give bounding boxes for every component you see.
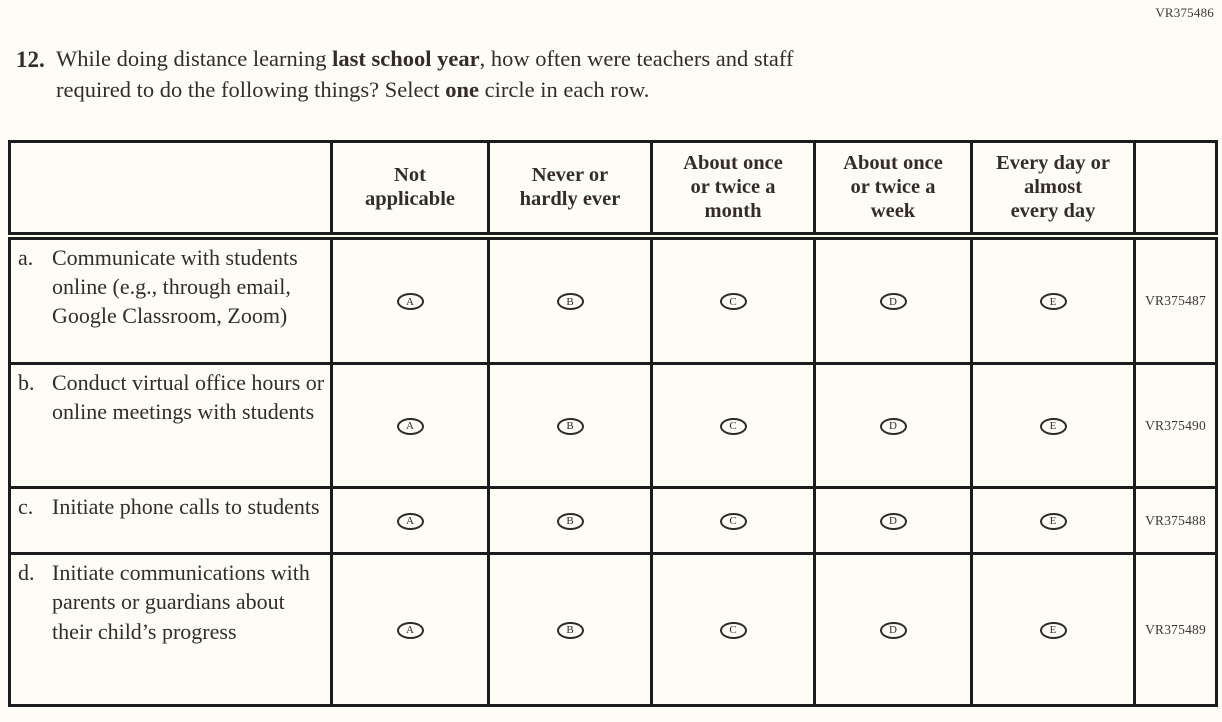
row-label-cell [10,488,332,554]
row-code: VR375490 [1135,364,1217,488]
header-never-or-hardly-ever [489,142,652,236]
option-cell [332,488,489,554]
question-text [56,44,793,105]
header-line: About once [843,151,943,174]
option-cell [489,554,652,706]
question-text-segment: required to do the following things? Select [56,76,446,102]
question-text-segment: , how often were teachers and staff [479,46,794,71]
row-label: Initiate phone calls to students [52,494,320,519]
row-code: VR375487 [1135,236,1217,364]
option-cell [332,236,489,364]
row-code: VR375489 [1135,554,1217,706]
table-row-c [10,488,1217,554]
header-row [10,142,1217,236]
answer-bubble-a[interactable]: A [397,622,424,639]
answer-bubble-d[interactable]: D [880,622,907,639]
header-about-once-month [652,142,815,236]
row-label: Conduct virtual office hours or online meetings with students [52,370,325,425]
answer-bubble-b[interactable]: B [557,293,584,310]
answer-bubble-a[interactable]: A [397,513,424,530]
header-empty-label-column [10,142,332,236]
option-cell [652,236,815,364]
header-line: About once [683,151,783,174]
answer-bubble-b[interactable]: B [557,513,584,530]
row-label-cell [10,364,332,488]
answer-bubble-e[interactable]: E [1040,622,1067,639]
header-about-once-week [815,142,972,236]
answer-bubble-b[interactable]: B [557,622,584,639]
header-line: Never or [531,164,609,187]
question-text-segment: While doing distance learning [56,46,333,71]
question-text-bold: one [445,76,480,102]
answer-bubble-b[interactable]: B [557,418,584,435]
question-line-2 [56,75,793,106]
option-cell [489,364,652,488]
header-empty-code-column [1135,142,1217,236]
option-cell [972,488,1135,554]
option-cell [815,236,972,364]
header-line: or twice a [690,176,776,199]
page-code: VR375486 [1155,5,1214,20]
option-cell [815,364,972,488]
option-cell [489,236,652,364]
answer-bubble-d[interactable]: D [880,418,907,435]
option-cell [815,488,972,554]
option-cell [652,488,815,554]
row-letter: b. [18,370,35,395]
header-not-applicable [332,142,489,236]
answer-bubble-e[interactable]: E [1040,418,1067,435]
row-letter: d. [18,560,35,585]
answer-bubble-c[interactable]: C [720,513,747,530]
row-code: VR375488 [1135,488,1217,554]
answer-bubble-d[interactable]: D [880,293,907,310]
option-cell [815,554,972,706]
question-text-segment: circle in each row. [479,76,650,102]
row-label-cell [10,554,332,706]
response-grid [8,140,1218,707]
question-text-bold: last school year [332,46,480,71]
header-line: Not [394,164,426,187]
header-line: every day [1010,200,1096,223]
answer-bubble-a[interactable]: A [397,418,424,435]
row-letter: c. [18,494,34,519]
option-cell [972,364,1135,488]
header-line: almost [1023,176,1083,199]
row-label-cell [10,236,332,364]
row-label: Communicate with students online (e.g., through email, Google Classroom, Zoom) [52,244,298,329]
header-line: week [870,200,916,223]
header-line: month [704,200,762,223]
answer-bubble-d[interactable]: D [880,513,907,530]
header-line: applicable [365,188,455,211]
answer-bubble-c[interactable]: C [720,418,747,435]
header-line: hardly ever [519,188,621,211]
answer-bubble-e[interactable]: E [1040,513,1067,530]
row-letter: a. [18,244,34,270]
table-row-a [10,236,1217,364]
option-cell [972,236,1135,364]
option-cell [489,488,652,554]
answer-bubble-c[interactable]: C [720,293,747,310]
question-line-1 [56,44,793,75]
table-row-b [10,364,1217,488]
header-line: Every day or [996,151,1110,174]
question-block [16,44,793,105]
answer-bubble-e[interactable]: E [1040,293,1067,310]
option-cell [652,364,815,488]
table-row-d [10,554,1217,706]
answer-bubble-c[interactable]: C [720,622,747,639]
option-cell [332,554,489,706]
question-number: 12. [16,47,45,72]
header-every-day [972,142,1135,236]
answer-bubble-a[interactable]: A [397,293,424,310]
row-label: Initiate communications with parents or guardians about their child’s progress [52,560,310,644]
header-line: or twice a [850,176,936,199]
option-cell [972,554,1135,706]
option-cell [652,554,815,706]
option-cell [332,364,489,488]
